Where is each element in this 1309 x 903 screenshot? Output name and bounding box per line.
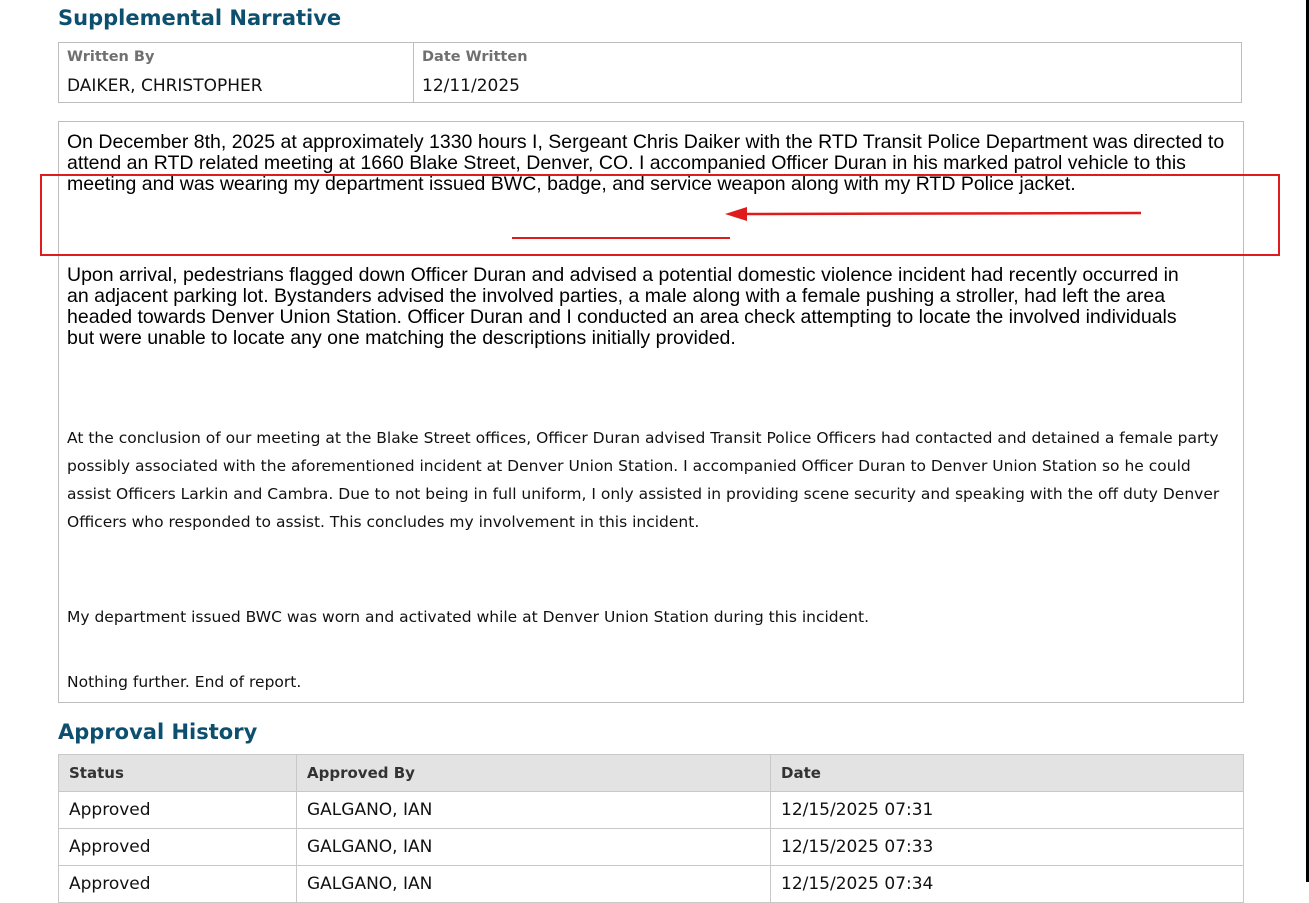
date-cell: 12/15/2025 07:31 — [771, 792, 1244, 829]
narrative-paragraph-3: At the conclusion of our meeting at the Blake Street offices, Officer Duran advised Transit Police Officers had contacted and detained a female party possibly associated with the aforementioned incident at Denver Union Station. I accompanied Officer Duran to Denver Union Station so he could assist Officers Larkin and Cambra. Due to not being in full uniform, I only assisted in providing scene security and speaking with the off duty Denver Officers who responded to assist. This concludes my involvement in this incident. — [67, 429, 1220, 531]
narrative-paragraph-1: On December 8th, 2025 at approximately 1330 hours I, Sergeant Chris Daiker with the RTD Transit Police Department was directed to attend an RTD related meeting at 1660 Blake Street, Denver, CO. I accompanied Officer Duran in his marked patrol vehicle to this meeting and was wearing my department issued BWC, badge, and service weapon along with my RTD Police jacket. — [67, 131, 1225, 195]
status-cell: Approved — [59, 829, 297, 866]
written-by-value: DAIKER, CHRISTOPHER — [67, 76, 263, 96]
table-row — [59, 792, 1244, 829]
status-cell: Approved — [59, 792, 297, 829]
approved-by-cell: GALGANO, IAN — [297, 792, 771, 829]
approved-by-cell: GALGANO, IAN — [297, 866, 771, 903]
table-row — [59, 829, 1244, 866]
date-written-label: Date Written — [422, 49, 528, 65]
table-header-row — [59, 755, 1244, 792]
narrative-paragraph-4: My department issued BWC was worn and activated while at Denver Union Station during this incident. — [67, 608, 869, 626]
arrow-left-icon — [723, 204, 1143, 224]
date-written-value: 12/11/2025 — [422, 76, 520, 96]
report-meta-table — [58, 42, 1242, 103]
column-header-date: Date — [771, 755, 1244, 792]
approved-by-cell: GALGANO, IAN — [297, 829, 771, 866]
status-cell: Approved — [59, 866, 297, 903]
column-header-approved-by: Approved By — [297, 755, 771, 792]
narrative-paragraph-2: Upon arrival, pedestrians flagged down Officer Duran and advised a potential domestic violence incident had recently occurred in an adjacent parking lot. Bystanders advised the involved parties, a male along with a female pushing a stroller, had left the area headed towards Denver Union Station. Officer Duran and I conducted an area check attempting to locate the involved individuals but were unable to locate any one matching the descriptions initially provided. — [67, 264, 1179, 349]
date-cell: 12/15/2025 07:34 — [771, 866, 1244, 903]
table-row — [59, 866, 1244, 903]
narrative-paragraph-5: Nothing further. End of report. — [67, 673, 302, 691]
written-by-cell — [59, 43, 414, 102]
date-written-cell — [414, 43, 1241, 102]
column-header-status: Status — [59, 755, 297, 792]
section-title-approval-history: Approval History — [58, 720, 258, 744]
written-by-label: Written By — [67, 49, 155, 65]
section-title-supplemental-narrative: Supplemental Narrative — [58, 6, 342, 30]
date-cell: 12/15/2025 07:33 — [771, 829, 1244, 866]
approval-history-table — [58, 754, 1244, 903]
underline-annotation — [512, 237, 730, 239]
